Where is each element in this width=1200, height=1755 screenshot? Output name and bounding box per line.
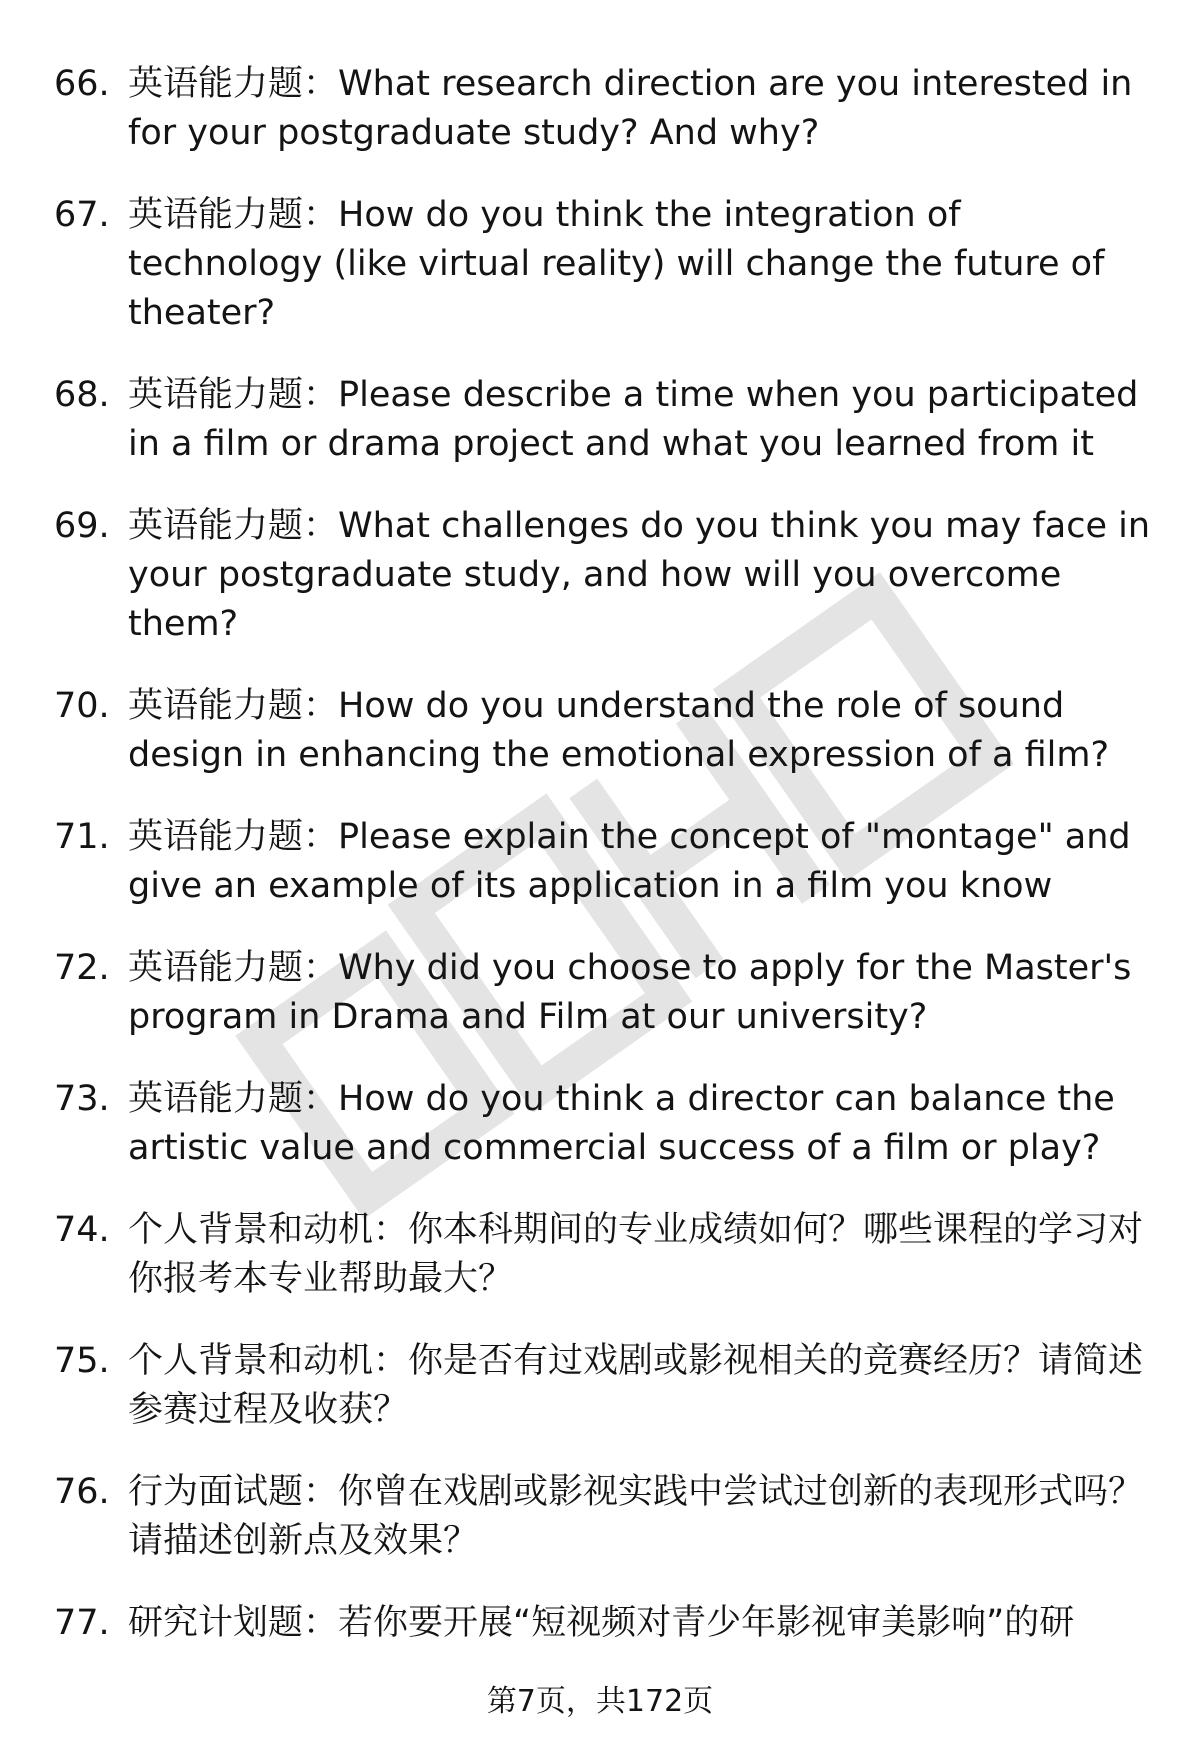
question-text: 英语能力题：What research direction are you interested in for your postgraduate study? And why? (128, 64, 1133, 153)
question-item (0, 1599, 1200, 1648)
question-number: 69. (54, 506, 110, 546)
page-number-footer: 第7页，共172页 (486, 1684, 714, 1719)
question-item (0, 1337, 1200, 1435)
question-item (0, 813, 1200, 911)
question-item (0, 60, 1200, 158)
question-number: 67. (54, 195, 110, 235)
question-number: 75. (54, 1341, 110, 1381)
question-item (0, 502, 1200, 649)
question-number: 70. (54, 686, 110, 726)
question-text: 英语能力题：How do you understand the role of sound design in enhancing the emotional expression of a film? (128, 686, 1110, 775)
question-item (0, 1468, 1200, 1566)
question-text: 个人背景和动机：你是否有过戏剧或影视相关的竞赛经历？请简述参赛过程及收获？ (128, 1341, 1144, 1430)
question-number: 74. (54, 1210, 110, 1250)
question-list (0, 60, 1200, 1681)
question-text: 个人背景和动机：你本科期间的专业成绩如何？哪些课程的学习对你报考本专业帮助最大？ (128, 1210, 1144, 1299)
question-item (0, 944, 1200, 1042)
question-text: 研究计划题：若你要开展“短视频对青少年影视审美影响”的研 (128, 1603, 1075, 1643)
question-number: 77. (54, 1603, 110, 1643)
question-text: 英语能力题：What challenges do you think you may face in your postgraduate study, and how will you overcome them? (128, 506, 1151, 644)
question-number: 76. (54, 1472, 110, 1512)
question-text: 英语能力题：How do you think a director can balance the artistic value and commercial success of a film or play? (128, 1079, 1115, 1168)
question-text: 英语能力题：Please explain the concept of "montage" and give an example of its application in a film you know (128, 817, 1131, 906)
question-item (0, 371, 1200, 469)
question-text: 英语能力题：How do you think the integration of technology (like virtual reality) will change the future of theater? (128, 195, 1105, 333)
question-item (0, 682, 1200, 780)
question-number: 73. (54, 1079, 110, 1119)
question-item (0, 1206, 1200, 1304)
question-number: 72. (54, 948, 110, 988)
question-item (0, 1075, 1200, 1173)
question-number: 66. (54, 64, 110, 104)
question-number: 71. (54, 817, 110, 857)
question-text: 英语能力题：Please describe a time when you participated in a film or drama project and what you learned from it (128, 375, 1139, 464)
question-text: 行为面试题：你曾在戏剧或影视实践中尝试过创新的表现形式吗？请描述创新点及效果？ (128, 1472, 1144, 1561)
question-item (0, 191, 1200, 338)
question-number: 68. (54, 375, 110, 415)
question-text: 英语能力题：Why did you choose to apply for the Master's program in Drama and Film at our university? (128, 948, 1132, 1037)
